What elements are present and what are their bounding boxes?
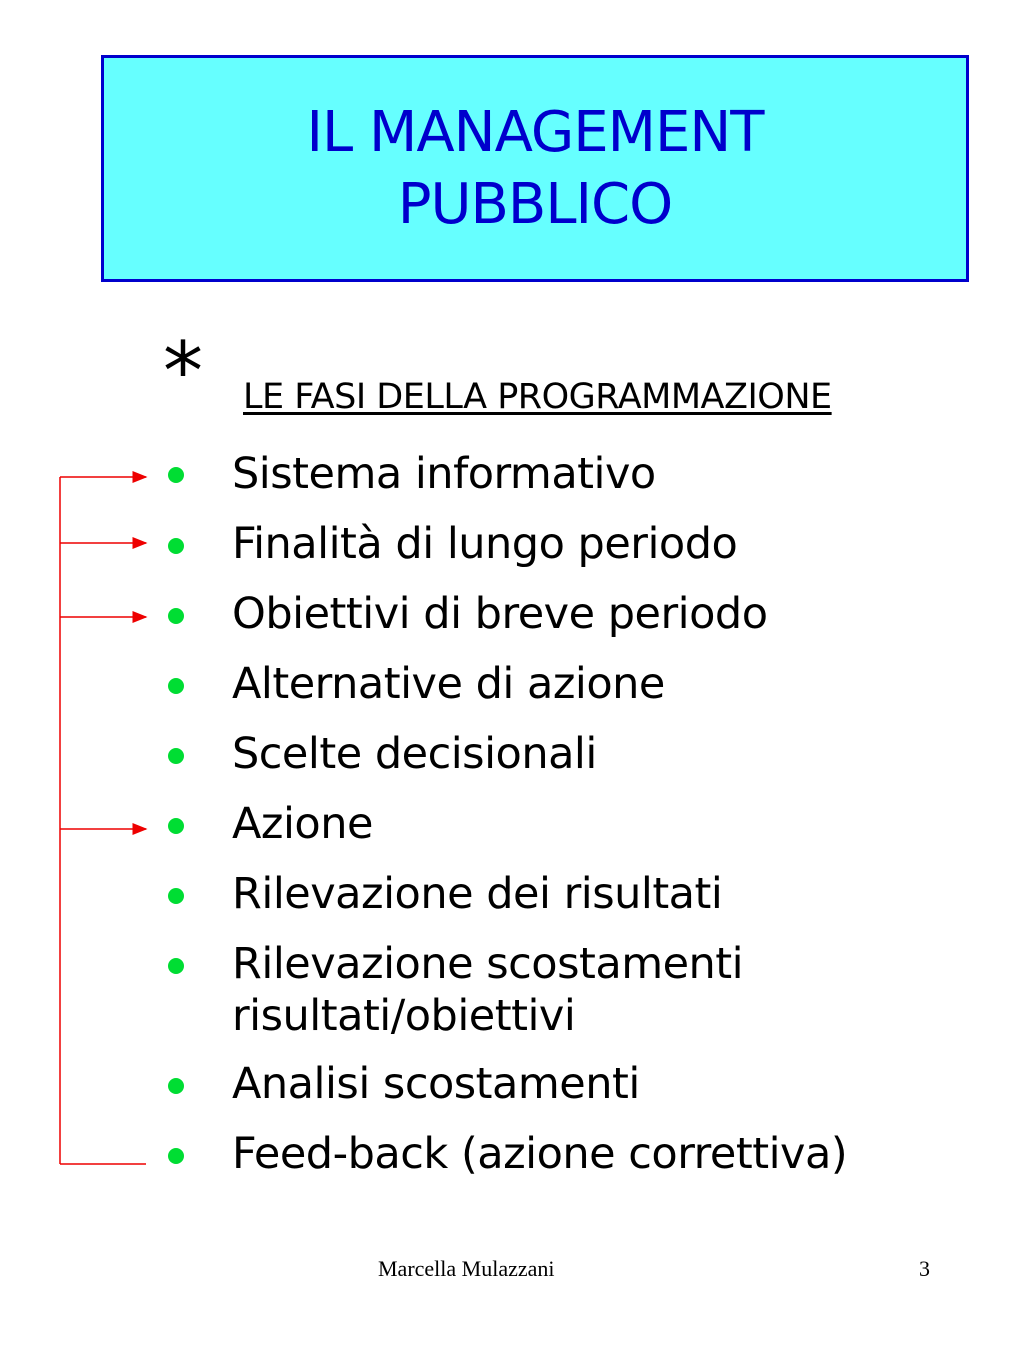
bullet-dot <box>168 888 184 904</box>
list-item: Obiettivi di breve periodo <box>232 589 768 639</box>
title-line-2: PUBBLICO <box>397 171 673 237</box>
list-item: Finalità di lungo periodo <box>232 519 738 569</box>
list-item-continuation: risultati/obiettivi <box>232 991 576 1041</box>
bullet-dot <box>168 467 184 483</box>
footer-author: Marcella Mulazzani <box>378 1256 555 1281</box>
list-item: Sistema informativo <box>232 449 656 499</box>
list-item: Azione <box>232 799 373 849</box>
bullet-dot <box>168 958 184 974</box>
bullet-dot <box>168 1078 184 1094</box>
bullet-dot <box>168 608 184 624</box>
list-item: Rilevazione dei risultati <box>232 869 723 919</box>
bullet-dot <box>168 818 184 834</box>
page-number: 3 <box>919 1256 930 1281</box>
bullet-dot <box>168 1148 184 1164</box>
list-item: Rilevazione scostamenti <box>232 939 744 989</box>
list-item: Alternative di azione <box>232 659 665 709</box>
section-heading: LE FASI DELLA PROGRAMMAZIONE <box>243 377 832 417</box>
list-item: Analisi scostamenti <box>232 1059 640 1109</box>
bullet-dot <box>168 678 184 694</box>
bullet-dot <box>168 538 184 554</box>
title-line-1: IL MANAGEMENT <box>306 99 764 165</box>
bullet-dot <box>168 748 184 764</box>
list-item: Scelte decisionali <box>232 729 597 779</box>
asterisk-marker: * <box>163 325 203 418</box>
list-item: Feed-back (azione correttiva) <box>232 1129 848 1179</box>
